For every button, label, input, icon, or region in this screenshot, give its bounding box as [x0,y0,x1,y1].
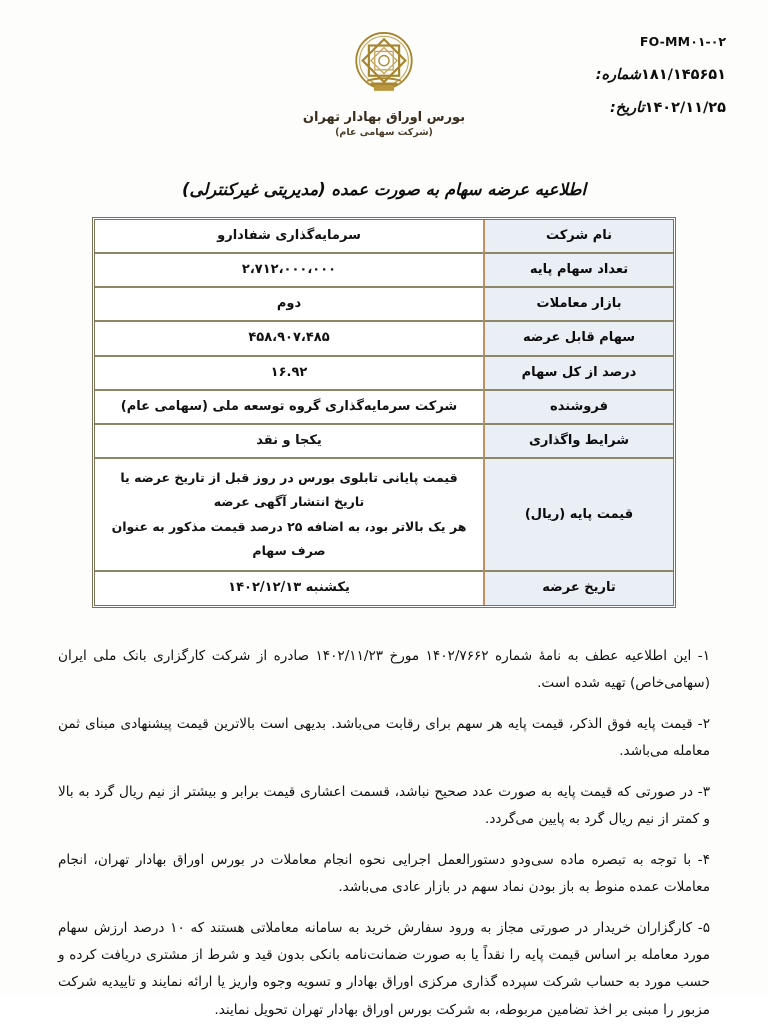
row-value-base-share-count: ۲،۷۱۲،۰۰۰،۰۰۰ [95,254,483,288]
notes-section [0,608,768,1024]
table-row [95,254,673,288]
note-item-5: ۵- کارگزاران خریدار در صورتی مجاز به ورود سفارش خرید به سامانه معاملاتی هستند که ۱۰ درصد ارزش سهام مورد معامله بر اساس قیمت پایه را نقداً یا به صورت ضمانت‌نامه بانکی بدون قید و شرط از مشتری دریافت کرده و حسب مورد به حساب شرکت سپرده گذاری مرکزی اوراق بهادار و تسویه وجوه واریز یا ارائه نمایند و تاییدیه شرکت مزبور را مبنی بر اخذ تضامین مربوطه، به شرکت بورس اوراق بهادار تهران تحویل نمایند. [58,920,710,1018]
base-price-line-2: هر یک بالاتر بود، به اضافه ۲۵ درصد قیمت مذکور به عنوان صرف سهام [111,518,467,559]
row-value-base-price [95,459,483,573]
row-value-market: دوم [95,288,483,322]
note-item-1: ۱- این اطلاعیه عطف به نامۀ شماره ۱۴۰۲/۷۶۶۲ مورخ ۱۴۰۲/۱۱/۲۳ صادره از شرکت کارگزاری بانک ملی ایران (سهامی‌خاص) تهیه شده است. [58,648,710,692]
document-date-value: ۱۴۰۲/۱۱/۲۵ [644,100,726,116]
base-price-line-1: قیمت پایانی تابلوی بورس در روز قبل از تاریخ عرضه یا تاریخ انتشار آگهی عرضه [120,469,458,510]
row-value-seller: شرکت سرمایه‌گذاری گروه توسعه ملی (سهامی عام) [95,391,483,425]
document-date-label: تاریخ: [609,100,645,116]
organization-name: بورس اوراق بهادار تهران [302,110,466,125]
table-row [95,288,673,322]
row-label-base-price: قیمت پایه (ریال) [483,459,673,573]
row-label-seller: فروشنده [483,391,673,425]
row-value-transfer-terms: یکجا و نقد [95,425,483,459]
document-number-line [596,67,726,83]
offering-details-table [92,217,676,608]
note-item-3: ۳- در صورتی که قیمت پایه به صورت عدد صحیح نباشد، قسمت اعشاری قیمت برابر و بیشتر از نیم ریال گرد به بالا و کمتر از نیم ریال گرد به پایین می‌گردد. [58,784,710,828]
offering-table-body [95,220,673,605]
organization-logo [279,22,489,138]
note-item-2: ۲- قیمت پایه فوق الذکر، قیمت پایه هر سهم برای رقابت می‌باشد. بدیهی است بالاترین قیمت پیشنهادی مبنای ثمن معامله می‌باشد. [58,716,710,760]
table-row [95,572,673,604]
row-label-offering-date: تاریخ عرضه [483,572,673,604]
row-label-percent-of-total: درصد از کل سهام [483,357,673,391]
table-row [95,459,673,573]
row-value-company-name: سرمایه‌گذاری شفادارو [95,220,483,254]
tehran-stock-exchange-emblem-icon [342,22,426,106]
form-number: FO-MM۰۱-۰۲ [639,34,726,49]
page-title: اطلاعیه عرضه سهام به صورت عمده (مدیریتی غیرکنترلی) [181,180,587,199]
table-row [95,220,673,254]
document-date-line [596,100,726,116]
table-row [95,425,673,459]
row-value-offering-date: یکشنبه ۱۴۰۲/۱۲/۱۳ [95,572,483,604]
table-row [95,357,673,391]
organization-subtitle: (شرکت سهامی عام) [335,127,433,139]
row-value-offerable-shares: ۴۵۸،۹۰۷،۴۸۵ [95,322,483,356]
row-label-market: بازار معاملات [483,288,673,322]
note-item-4: ۴- با توجه به تبصره ماده سی‌ودو دستورالعمل اجرایی نحوه انجام معاملات در بورس اوراق بهادار تهران، انجام معاملات عمده منوط به باز بودن نماد سهم در بازار عادی می‌باشد. [58,852,710,896]
document-meta [596,34,726,133]
document-header [0,0,768,172]
row-label-offerable-shares: سهام قابل عرضه [483,322,673,356]
row-value-percent-of-total: ۱۶.۹۲ [95,357,483,391]
row-label-company-name: نام شرکت [483,220,673,254]
document-number-value: ۱۸۱/۱۴۵۶۵۱ [641,67,726,83]
document-number-label: شماره: [595,67,642,83]
table-row [95,391,673,425]
row-label-base-share-count: تعداد سهام پایه [483,254,673,288]
table-row [95,322,673,356]
offering-table-container [0,217,768,608]
row-label-transfer-terms: شرایط واگذاری [483,425,673,459]
